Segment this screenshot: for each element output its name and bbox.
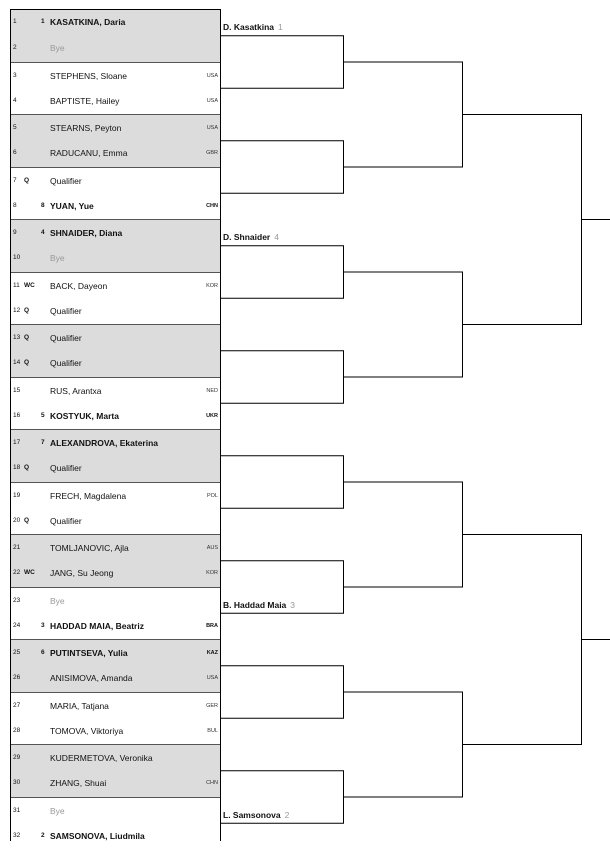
player-country: AUS bbox=[206, 545, 218, 551]
player-name: ALEXANDROVA, Ekaterina bbox=[50, 438, 159, 448]
entry-number: 16 bbox=[13, 411, 21, 419]
entry-number: 32 bbox=[13, 831, 21, 839]
entry-number: 4 bbox=[13, 96, 17, 104]
player-name: RUS, Arantxa bbox=[50, 385, 102, 396]
player-name: KASATKINA, Daria bbox=[50, 17, 126, 27]
entry-number: 1 bbox=[13, 18, 17, 25]
player-country: BUL bbox=[207, 727, 218, 734]
entry-number: 31 bbox=[13, 806, 21, 814]
entry-number: 17 bbox=[13, 439, 21, 446]
entry-seed: 5 bbox=[41, 411, 45, 419]
entry-number: 13 bbox=[13, 334, 21, 341]
player-name: MARIA, Tatjana bbox=[50, 700, 109, 711]
player-name: Qualifier bbox=[50, 305, 82, 316]
advancing-player-seed: 3 bbox=[290, 599, 296, 610]
player-name: Qualifier bbox=[50, 175, 82, 186]
entry-number: 6 bbox=[13, 149, 17, 157]
player-name: KOSTYUK, Marta bbox=[50, 410, 119, 421]
entry-number: 18 bbox=[13, 464, 21, 472]
player-name: Qualifier bbox=[50, 333, 82, 343]
entry-number: 7 bbox=[13, 176, 17, 184]
entry-number: 25 bbox=[13, 649, 21, 656]
entry-number: 26 bbox=[13, 674, 21, 682]
entry-seed: 4 bbox=[41, 229, 45, 236]
entry-number: 28 bbox=[13, 726, 21, 734]
player-name: STEARNS, Peyton bbox=[50, 123, 122, 133]
player-country: USA bbox=[206, 675, 218, 682]
player-country: GBR bbox=[206, 150, 218, 157]
player-country: KAZ bbox=[206, 650, 218, 656]
player-name: BAPTISTE, Hailey bbox=[50, 95, 120, 106]
player-country: BRA bbox=[206, 622, 218, 629]
entry-seed: 1 bbox=[41, 18, 45, 25]
entry-number: 22 bbox=[13, 569, 21, 577]
player-name: ANISIMOVA, Amanda bbox=[50, 673, 133, 684]
entry-number: 8 bbox=[13, 201, 17, 209]
player-name: SAMSONOVA, Liudmila bbox=[50, 830, 145, 841]
entry-flag: Q bbox=[24, 516, 30, 524]
entry-flag: WC bbox=[24, 569, 35, 577]
player-name: ZHANG, Shuai bbox=[50, 778, 107, 789]
entry-number: 20 bbox=[13, 516, 21, 524]
advancing-player-name: D. Kasatkina bbox=[223, 22, 275, 33]
entry-number: 27 bbox=[13, 701, 21, 709]
entry-number: 15 bbox=[13, 386, 21, 394]
player-name: FRECH, Magdalena bbox=[50, 490, 127, 501]
player-name: TOMOVA, Viktoriya bbox=[50, 725, 124, 736]
advancing-player-name: L. Samsonova bbox=[223, 809, 281, 820]
player-country: USA bbox=[206, 97, 218, 104]
entry-number: 9 bbox=[13, 229, 17, 236]
player-country: CHN bbox=[206, 780, 218, 787]
player-country: POL bbox=[206, 492, 218, 499]
entry-number: 11 bbox=[13, 281, 20, 289]
player-name: Bye bbox=[50, 253, 65, 264]
advancing-player-seed: 2 bbox=[284, 809, 290, 820]
player-country: USA bbox=[206, 125, 218, 131]
player-name: BACK, Dayeon bbox=[50, 280, 108, 291]
player-name: Qualifier bbox=[50, 358, 82, 369]
player-country: CHN bbox=[206, 202, 218, 209]
entry-number: 12 bbox=[13, 306, 21, 314]
player-country: KOR bbox=[206, 570, 218, 577]
player-name: Bye bbox=[50, 805, 65, 816]
entry-flag: Q bbox=[24, 306, 30, 314]
advancing-player-name: B. Haddad Maia bbox=[223, 599, 287, 610]
entry-number: 10 bbox=[13, 254, 21, 262]
entry-seed: 3 bbox=[41, 621, 45, 629]
entry-number: 23 bbox=[13, 596, 21, 604]
entry-seed: 7 bbox=[41, 439, 45, 446]
player-name: STEPHENS, Sloane bbox=[50, 70, 128, 81]
player-country: KOR bbox=[206, 282, 218, 289]
entry-flag: WC bbox=[24, 281, 35, 289]
entry-number: 14 bbox=[13, 359, 21, 367]
player-name: TOMLJANOVIC, Ajla bbox=[50, 543, 129, 553]
player-name: RADUCANU, Emma bbox=[50, 148, 128, 159]
player-name: JANG, Su Jeong bbox=[50, 568, 114, 579]
player-country: NED bbox=[206, 387, 218, 394]
player-name: Bye bbox=[50, 595, 65, 606]
player-name: KUDERMETOVA, Veronika bbox=[50, 753, 153, 763]
entry-flag: Q bbox=[24, 334, 30, 341]
entry-seed: 6 bbox=[41, 649, 45, 656]
player-country: USA bbox=[206, 72, 218, 79]
entry-flag: Q bbox=[24, 176, 30, 184]
advancing-player-seed: 1 bbox=[278, 22, 283, 33]
entry-number: 24 bbox=[13, 621, 21, 629]
player-name: PUTINTSEVA, Yulia bbox=[50, 648, 128, 658]
advancing-player-seed: 4 bbox=[274, 232, 279, 243]
entry-number: 30 bbox=[13, 779, 21, 787]
entry-flag: Q bbox=[24, 464, 30, 472]
player-name: Qualifier bbox=[50, 463, 82, 474]
player-country: GER bbox=[206, 702, 218, 709]
entry-seed: 8 bbox=[41, 201, 45, 209]
player-country: UKR bbox=[206, 412, 218, 419]
entry-seed: 2 bbox=[41, 831, 45, 839]
player-name: Qualifier bbox=[50, 515, 82, 526]
entry-number: 5 bbox=[13, 124, 17, 131]
entry-number: 19 bbox=[13, 491, 21, 499]
entry-flag: Q bbox=[24, 359, 30, 367]
player-name: HADDAD MAIA, Beatriz bbox=[50, 620, 144, 631]
entry-number: 21 bbox=[13, 544, 21, 551]
entry-number: 2 bbox=[13, 44, 17, 52]
entry-number: 3 bbox=[13, 71, 17, 79]
player-name: SHNAIDER, Diana bbox=[50, 228, 123, 238]
player-name: Bye bbox=[50, 43, 65, 54]
advancing-player-name: D. Shnaider bbox=[223, 232, 271, 243]
player-name: YUAN, Yue bbox=[50, 200, 94, 211]
entry-number: 29 bbox=[13, 754, 21, 761]
